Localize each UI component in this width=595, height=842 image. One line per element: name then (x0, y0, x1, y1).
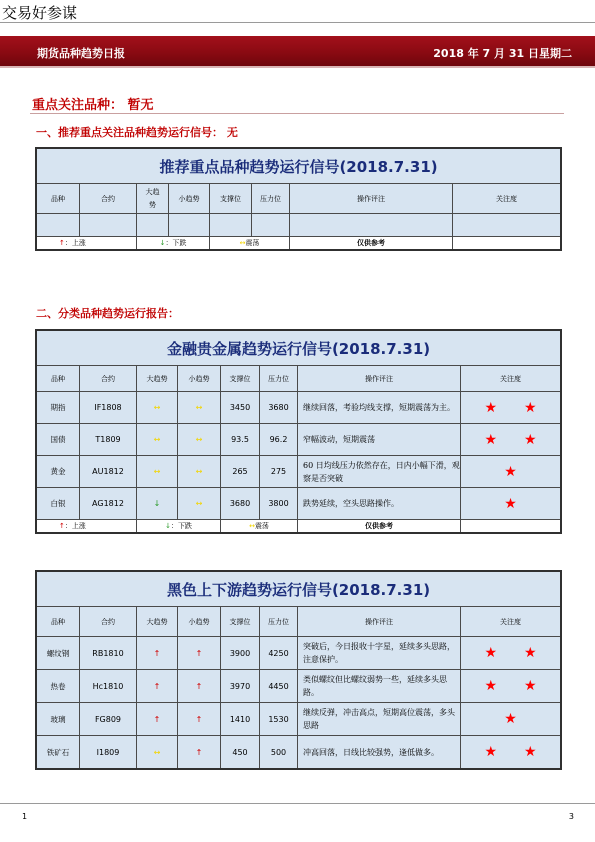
comment-cell: 继续回落，考验均线支撑，短期震荡为主。 (298, 392, 461, 424)
attention-cell (461, 670, 561, 703)
variety-cell: 玻璃 (37, 703, 80, 736)
col-big-trend: 大趋势 (137, 366, 178, 392)
table-row (37, 703, 561, 736)
up-arrow-icon: ↑ (195, 648, 203, 658)
col-comment: 操作评注 (290, 184, 453, 214)
legend-flat (210, 237, 290, 250)
table-row (37, 637, 561, 670)
col-big-trend: 大趋势 (137, 184, 169, 214)
comment-cell: 跌势延续，空头思路操作。 (298, 488, 461, 520)
col-big-trend: 大趋势 (137, 607, 178, 637)
pressure-cell: 96.2 (260, 424, 298, 456)
section1-heading: 一、推荐重点关注品种趋势运行信号： 无 (36, 126, 238, 139)
flat-arrow-icon: ↔ (239, 239, 246, 247)
contract-cell: RB1810 (80, 637, 137, 670)
pressure-cell: 3800 (260, 488, 298, 520)
recommended-table (36, 148, 561, 250)
flat-arrow-icon: ↔ (195, 403, 203, 412)
star-icon: ★ (484, 399, 498, 416)
star-icon: ★ (484, 645, 498, 661)
small-trend-cell (178, 670, 221, 703)
attention-cell (461, 703, 561, 736)
col-pressure: 压力位 (252, 184, 290, 214)
contract-cell: IF1808 (80, 392, 137, 424)
pressure-cell: 4450 (260, 670, 298, 703)
flat-arrow-icon: ↔ (153, 467, 161, 476)
flat-arrow-icon: ↔ (249, 522, 255, 530)
star-icon: ★ (504, 463, 517, 480)
flat-arrow-icon: ↔ (153, 403, 161, 412)
attention-cell (461, 736, 561, 769)
legend-flat-label: 震荡 (254, 522, 269, 530)
small-trend-cell (178, 637, 221, 670)
star-icon: ★ (523, 399, 537, 416)
big-trend-cell (137, 637, 178, 670)
col-contract: 合约 (80, 366, 137, 392)
down-arrow-icon: ↓ (159, 239, 166, 247)
col-attention: 关注度 (453, 184, 561, 214)
big-trend-cell (137, 488, 178, 520)
up-arrow-icon: ↑ (195, 747, 203, 757)
support-cell: 3680 (221, 488, 260, 520)
up-arrow-icon: ↑ (153, 681, 161, 691)
support-cell: 3970 (221, 670, 260, 703)
small-trend-cell (178, 488, 221, 520)
contract-cell: T1809 (80, 424, 137, 456)
bottom-divider (0, 803, 595, 804)
legend-colon: ： (165, 239, 173, 247)
variety-cell: 期指 (37, 392, 80, 424)
flat-arrow-icon: ↔ (195, 499, 203, 508)
pressure-cell: 4250 (260, 637, 298, 670)
small-trend-cell (178, 703, 221, 736)
legend-down-label: 下跌 (172, 239, 187, 247)
report-title: 期货品种趋势日报 (37, 47, 125, 60)
section2-heading: 二、分类品种趋势运行报告： (36, 307, 179, 320)
focus-varieties: 重点关注品种： 暂无 (32, 98, 154, 113)
big-trend-cell (137, 424, 178, 456)
big-trend-cell (137, 456, 178, 488)
support-cell: 3450 (221, 392, 260, 424)
comment-cell: 继续反弹，冲击高点，短期高位震荡，多头思路 (298, 703, 461, 736)
legend-row (37, 520, 561, 533)
col-support: 支撑位 (221, 366, 260, 392)
legend-flat (221, 520, 298, 533)
big-trend-cell (137, 670, 178, 703)
variety-cell: 螺纹钢 (37, 637, 80, 670)
star-icon: ★ (484, 744, 498, 760)
col-small-trend: 小趋势 (169, 184, 210, 214)
attention-cell (461, 424, 561, 456)
comment-cell: 窄幅波动，短期震荡 (298, 424, 461, 456)
variety-cell: 热卷 (37, 670, 80, 703)
col-support: 支撑位 (221, 607, 260, 637)
attention-cell (461, 637, 561, 670)
star-icon: ★ (504, 711, 517, 727)
flat-arrow-icon: ↔ (195, 467, 203, 476)
small-trend-cell (178, 424, 221, 456)
big-trend-cell (137, 703, 178, 736)
support-cell: 93.5 (221, 424, 260, 456)
col-comment: 操作评注 (298, 366, 461, 392)
recommended-table-title: 推荐重点品种趋势运行信号(2018.7.31) (37, 149, 561, 184)
report-date: 2018 年 7 月 31 日星期二 (433, 47, 572, 60)
header-banner (0, 36, 595, 68)
contract-cell: AG1812 (80, 488, 137, 520)
legend-down (137, 237, 210, 250)
legend-down-label: 下跌 (177, 522, 192, 530)
down-arrow-icon: ↓ (153, 499, 161, 508)
attention-cell (461, 392, 561, 424)
col-contract: 合约 (80, 607, 137, 637)
legend-reference: 仅供参考 (298, 520, 461, 533)
up-arrow-icon: ↑ (153, 648, 161, 658)
small-trend-cell (178, 456, 221, 488)
col-variety: 品种 (37, 184, 80, 214)
big-trend-cell (137, 392, 178, 424)
support-cell: 3900 (221, 637, 260, 670)
legend-up-label: 上涨 (71, 522, 86, 530)
up-arrow-icon: ↑ (59, 522, 65, 530)
contract-cell: Hc1810 (80, 670, 137, 703)
black-table (36, 571, 561, 769)
star-icon: ★ (504, 495, 517, 512)
support-cell: 1410 (221, 703, 260, 736)
star-icon: ★ (523, 744, 537, 760)
contract-cell: I1809 (80, 736, 137, 769)
contract-cell: AU1812 (80, 456, 137, 488)
legend-reference: 仅供参考 (290, 237, 453, 250)
up-arrow-icon: ↑ (195, 714, 203, 724)
legend-colon: ： (170, 522, 178, 530)
pressure-cell: 3680 (260, 392, 298, 424)
star-icon: ★ (523, 645, 537, 661)
variety-cell: 铁矿石 (37, 736, 80, 769)
page-number-right: 3 (568, 812, 574, 821)
legend-row (37, 237, 561, 250)
col-small-trend: 小趋势 (178, 366, 221, 392)
table-row (37, 392, 561, 424)
col-comment: 操作评注 (298, 607, 461, 637)
comment-cell: 类似螺纹但比螺纹弱势一些，延续多头思路。 (298, 670, 461, 703)
col-support: 支撑位 (210, 184, 252, 214)
col-pressure: 压力位 (260, 366, 298, 392)
legend-flat-label: 震荡 (245, 239, 260, 247)
col-pressure: 压力位 (260, 607, 298, 637)
focus-divider (30, 113, 564, 114)
page-number-left: 1 (22, 812, 28, 821)
col-attention: 关注度 (461, 607, 561, 637)
star-icon: ★ (484, 431, 498, 448)
variety-cell: 黄金 (37, 456, 80, 488)
col-small-trend: 小趋势 (178, 607, 221, 637)
legend-colon: ： (64, 522, 72, 530)
support-cell: 450 (221, 736, 260, 769)
star-icon: ★ (523, 431, 537, 448)
legend-colon: ： (64, 239, 72, 247)
up-arrow-icon: ↑ (195, 681, 203, 691)
small-trend-cell (178, 392, 221, 424)
comment-cell: 突破后，今日报收十字星，延续多头思路，注意保护。 (298, 637, 461, 670)
table-row (37, 424, 561, 456)
attention-cell (461, 456, 561, 488)
up-arrow-icon: ↑ (153, 714, 161, 724)
black-table-title: 黑色上下游趋势运行信号(2018.7.31) (37, 572, 561, 607)
flat-arrow-icon: ↔ (195, 435, 203, 444)
table-row (37, 670, 561, 703)
table-row (37, 488, 561, 520)
star-icon: ★ (484, 678, 498, 694)
comment-cell: 60 日均线压力依然存在，日内小幅下滑，观察是否突破 (298, 456, 461, 488)
finance-table (36, 330, 561, 533)
star-icon: ★ (523, 678, 537, 694)
variety-cell: 国债 (37, 424, 80, 456)
table-row (37, 214, 561, 237)
small-trend-cell (178, 736, 221, 769)
legend-up (37, 237, 137, 250)
flat-arrow-icon: ↔ (153, 435, 161, 444)
table-row (37, 736, 561, 769)
legend-up-label: 上涨 (71, 239, 86, 247)
pressure-cell: 275 (260, 456, 298, 488)
variety-cell: 白银 (37, 488, 80, 520)
flat-arrow-icon: ↔ (153, 747, 161, 757)
pressure-cell: 1530 (260, 703, 298, 736)
col-contract: 合约 (80, 184, 137, 214)
col-variety: 品种 (37, 607, 80, 637)
top-divider (0, 22, 595, 23)
big-trend-cell (137, 736, 178, 769)
pressure-cell: 500 (260, 736, 298, 769)
down-arrow-icon: ↓ (165, 522, 171, 530)
comment-cell: 冲高回落，日线比较强势，逢低做多。 (298, 736, 461, 769)
brand-name: 交易好参谋 (2, 4, 78, 22)
attention-cell (461, 488, 561, 520)
col-attention: 关注度 (461, 366, 561, 392)
table-row (37, 456, 561, 488)
finance-table-title: 金融贵金属趋势运行信号(2018.7.31) (37, 331, 561, 366)
legend-up (37, 520, 137, 533)
col-variety: 品种 (37, 366, 80, 392)
support-cell: 265 (221, 456, 260, 488)
legend-down (137, 520, 221, 533)
up-arrow-icon: ↑ (59, 239, 65, 247)
contract-cell: FG809 (80, 703, 137, 736)
